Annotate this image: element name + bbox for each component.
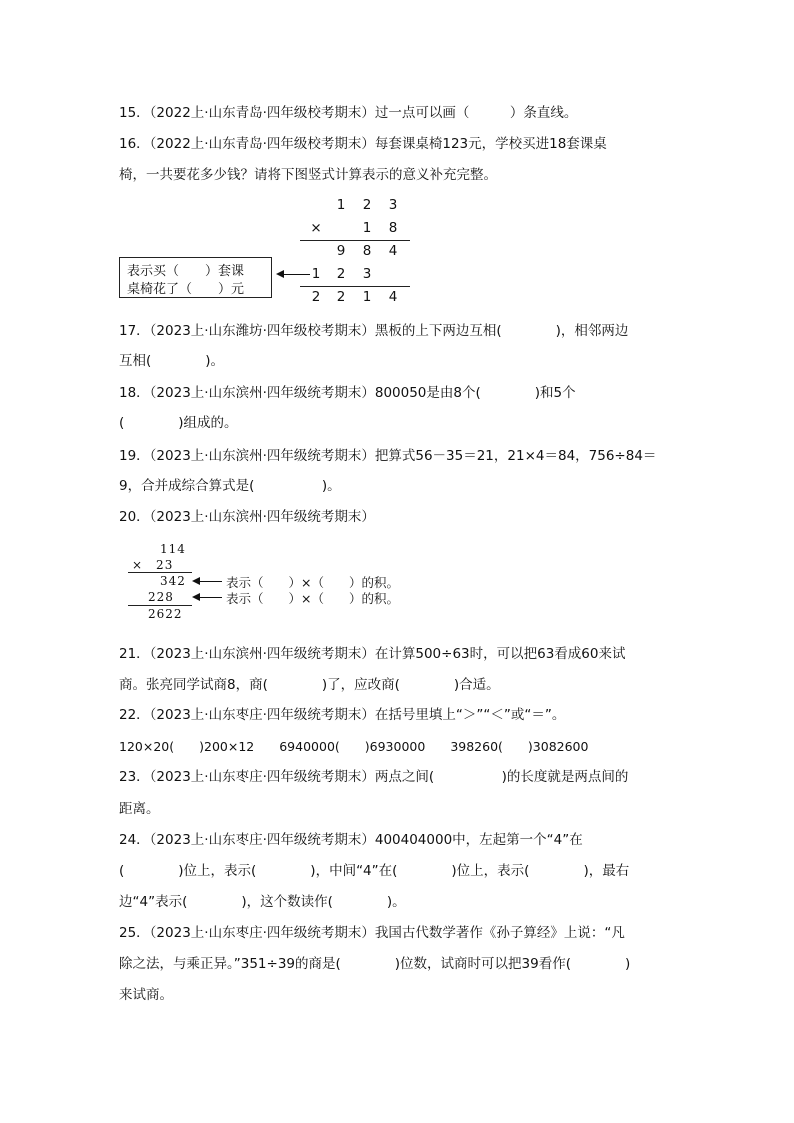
digit: 2 [311,289,321,305]
question-19-line-1: 19．（2023上·山东滨州·四年级统考期末）把算式56－35＝21，21×4＝84，756÷84＝ [119,448,657,464]
question-25-line-1: 25．（2023上·山东枣庄·四年级统考期末）我国古代数学著作《孙子算经》上说：“凡 [119,925,625,941]
question-23-line-2: 距离。 [119,801,160,817]
question-17-line-2: 互相( )。 [119,353,225,369]
rule [300,240,410,241]
factor-1: 114 [160,542,186,556]
question-18-line-2: ( )组成的。 [119,415,238,431]
digit: 1 [362,289,372,305]
digit: 1 [311,266,321,282]
question-22-line-2: 120×20( )200×12 6940000( )6930000 398260( )3082600 [119,739,589,754]
annotation-1: 表示（ ）×（ ）的积。 [226,575,399,590]
question-24-line-3: 边“4”表示( )，这个数读作( )。 [119,894,406,910]
digit: 2 [336,266,346,282]
digit: 3 [362,266,372,282]
rule [128,605,192,606]
question-23-line-1: 23．（2023上·山东枣庄·四年级统考期末）两点之间( )的长度就是两点间的 [119,769,629,785]
digit: 8 [362,243,372,259]
digit: 2 [362,197,372,213]
digit: 4 [388,243,398,259]
digit: 3 [388,197,398,213]
meaning-box-line-1: 表示买（ ）套课 [127,264,245,279]
question-24-line-1: 24．（2023上·山东枣庄·四年级统考期末）400404000中，左起第一个“4”在 [119,832,583,848]
factor-2: × 23 [132,558,174,572]
question-19-line-2: 9，合并成综合算式是( )。 [119,478,341,494]
question-21-line-1: 21．（2023上·山东滨州·四年级统考期末）在计算500÷63时，可以把63看成60来试 [119,646,626,662]
times-sign: × [310,220,322,236]
digit: 4 [388,289,398,305]
rule [128,572,192,573]
arrow-line [198,597,222,598]
question-18-line-1: 18．（2023上·山东滨州·四年级统考期末）800050是由8个( )和5个 [119,385,576,401]
digit: 1 [336,197,346,213]
question-15: 15．（2022上·山东青岛·四年级校考期末）过一点可以画（ ）条直线。 [119,105,578,121]
digit: 2 [336,289,346,305]
arrow-line [198,581,222,582]
annotation-2: 表示（ ）×（ ）的积。 [226,591,399,606]
question-21-line-2: 商。张亮同学试商8，商( )了，应改商( )合适。 [119,677,500,693]
question-25-line-2: 除之法，与乘正异。”351÷39的商是( )位数，试商时可以把39看作( ) [119,956,631,972]
digit: 1 [362,220,372,236]
question-24-line-2: ( )位上，表示( )，中间“4”在( )位上，表示( )，最右 [119,863,630,879]
question-17-line-1: 17．（2023上·山东潍坊·四年级校考期末）黑板的上下两边互相( )，相邻两边 [119,323,629,339]
partial-product-2: 228 [148,590,174,604]
meaning-box-line-2: 桌椅花了（ ）元 [127,282,245,297]
arrow-line [282,274,310,275]
question-25-line-3: 来试商。 [119,987,173,1003]
rule [300,286,410,287]
question-22-line-1: 22．（2023上·山东枣庄·四年级统考期末）在括号里填上“＞”“＜”或“＝”。 [119,707,566,723]
digit: 9 [336,243,346,259]
question-20: 20．（2023上·山东滨州·四年级统考期末） [119,509,375,525]
partial-product-1: 342 [160,574,186,588]
product: 2622 [148,607,183,621]
question-16-line-1: 16．（2022上·山东青岛·四年级校考期末）每套课桌椅123元，学校买进18套课桌 [119,136,607,152]
question-16-line-2: 椅，一共要花多少钱？请将下图竖式计算表示的意义补充完整。 [119,167,497,183]
digit: 8 [388,220,398,236]
